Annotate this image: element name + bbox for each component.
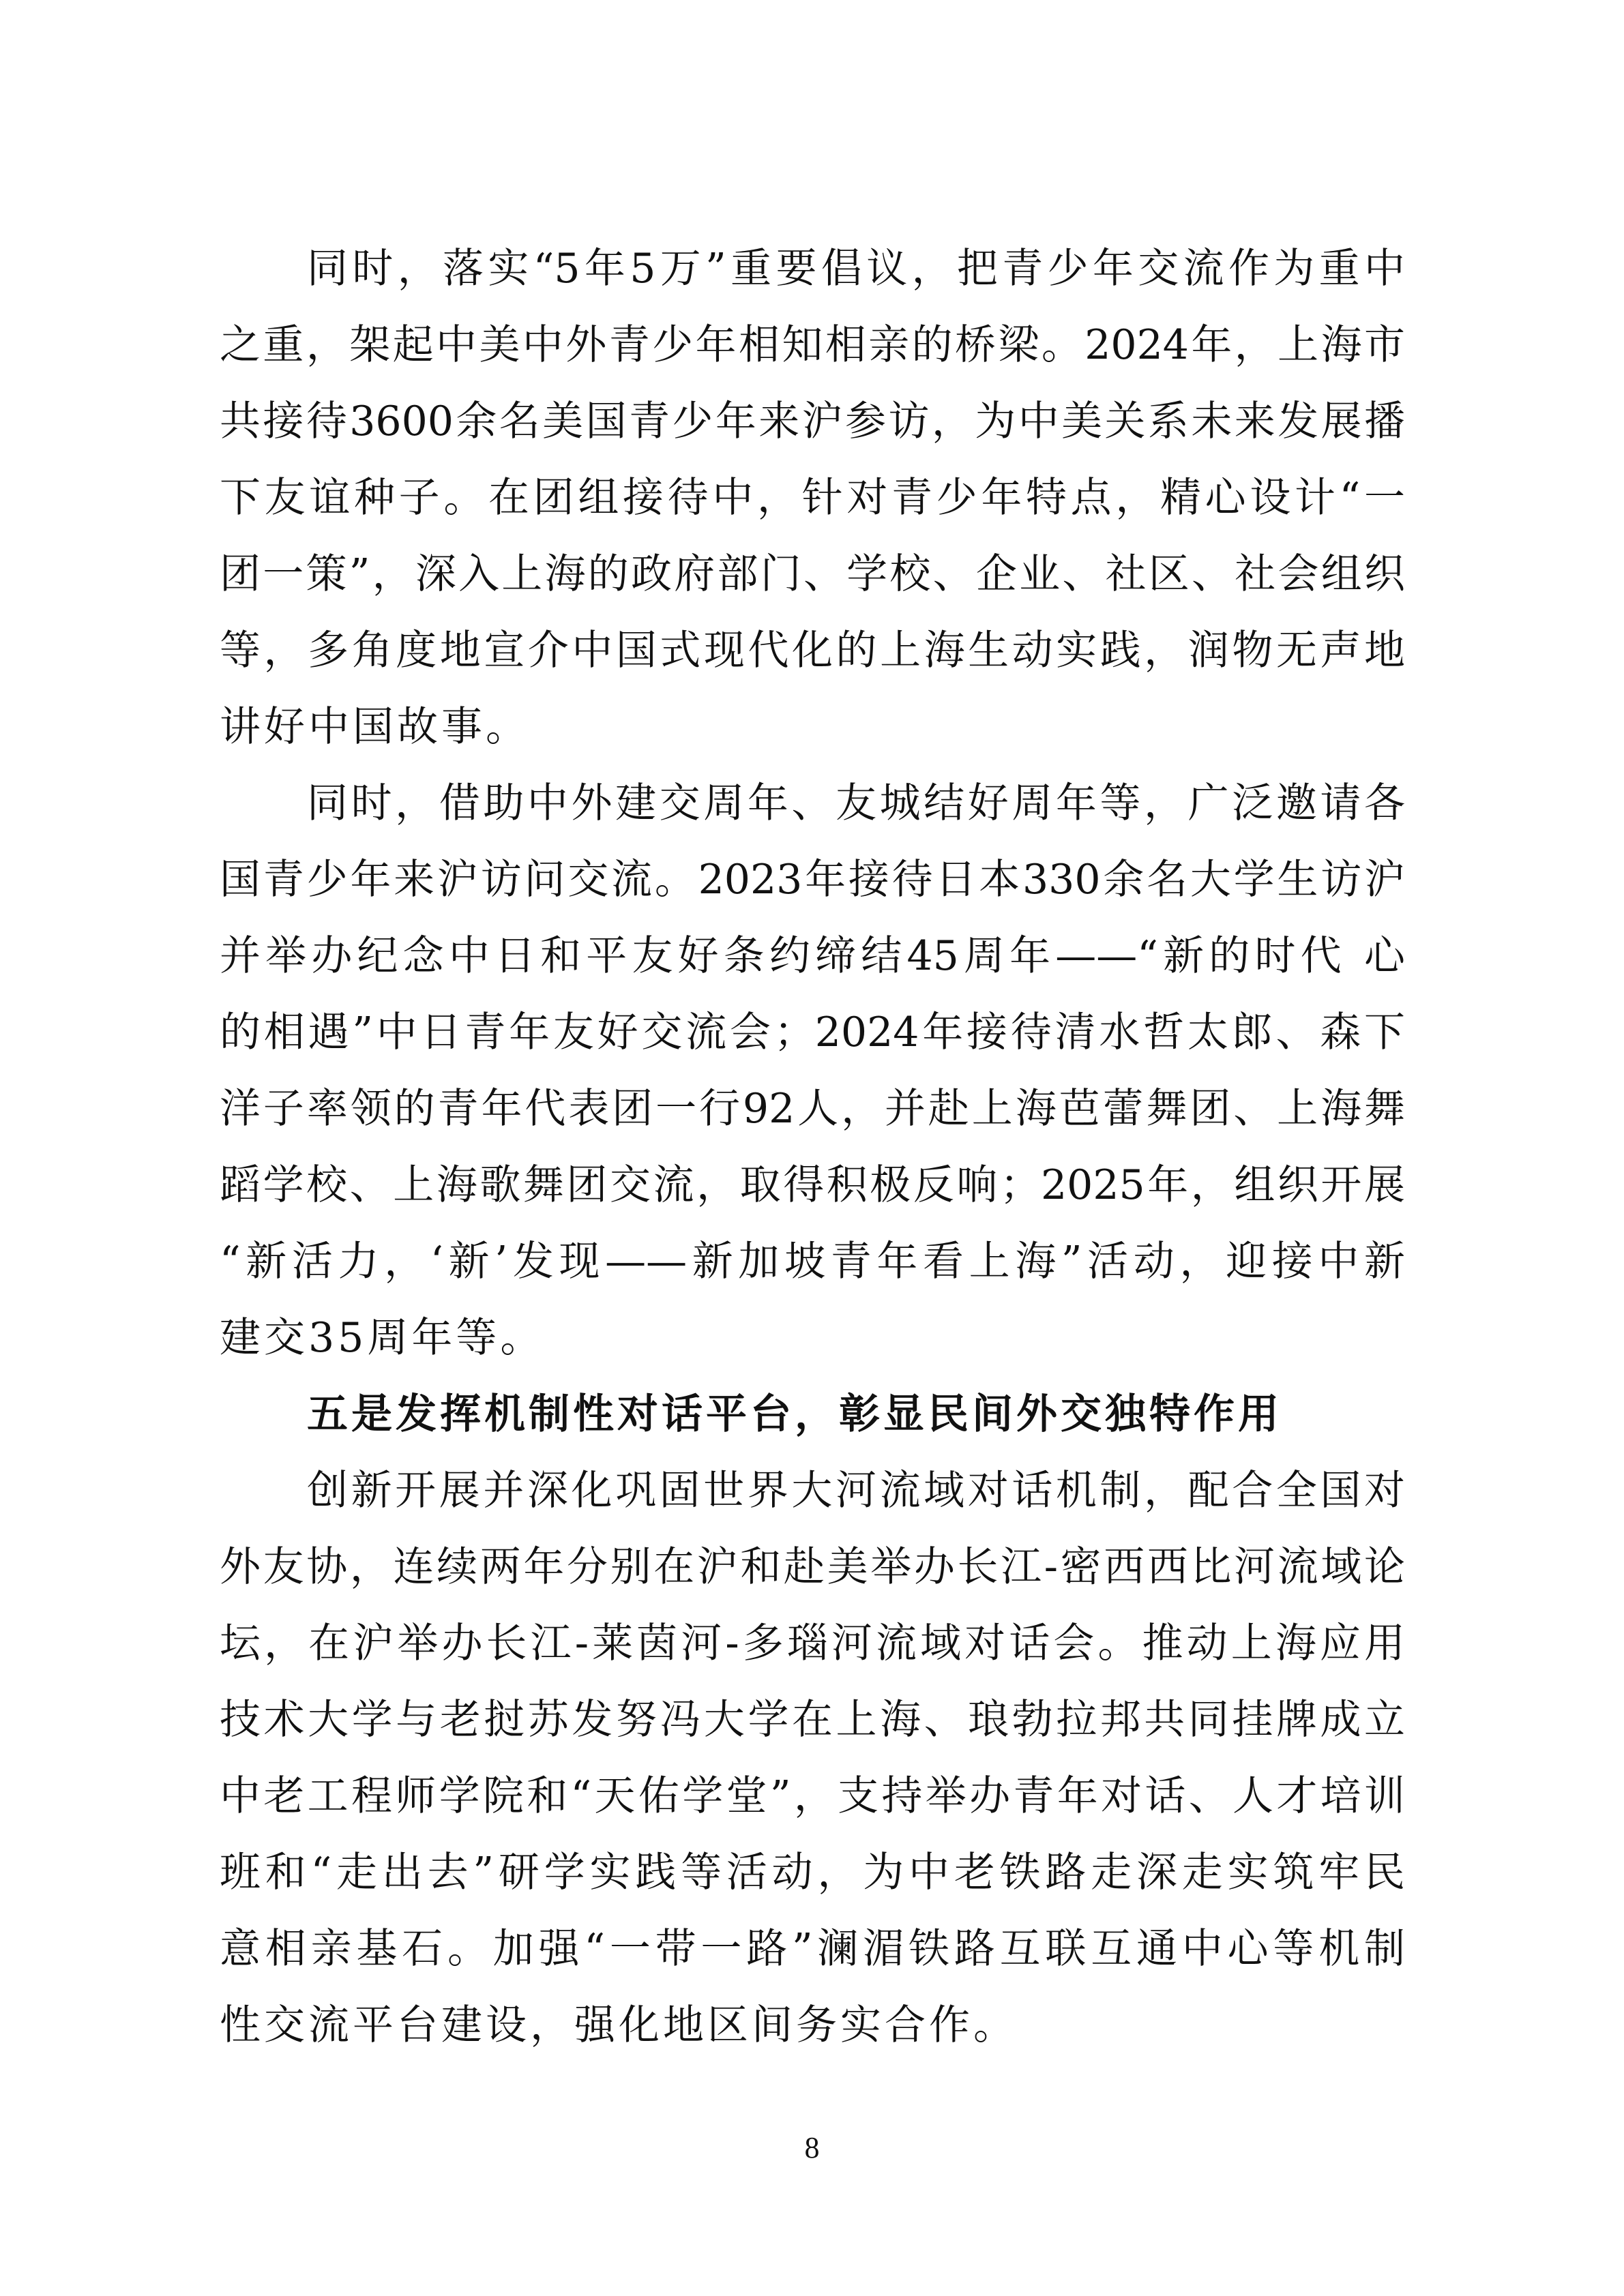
text-line: 下友谊种子。在团组接待中，针对青少年特点，精心设计“一 bbox=[220, 474, 1405, 522]
document-body bbox=[220, 230, 1405, 2063]
text-line: 共接待3600余名美国青少年来沪参访，为中美关系未来发展播 bbox=[220, 398, 1405, 445]
text-line: 的相遇”中日青年友好交流会；2024年接待清水哲太郎、森下 bbox=[220, 1009, 1405, 1056]
text-line: 并举办纪念中日和平友好条约缔结45周年——“新的时代 心 bbox=[220, 932, 1405, 980]
text-line: 等，多角度地宣介中国式现代化的上海生动实践，润物无声地 bbox=[220, 627, 1405, 674]
text-line: 外友协，连续两年分别在沪和赴美举办长江-密西西比河流域论 bbox=[220, 1543, 1405, 1591]
paragraph-dialogue-platform bbox=[220, 1452, 1405, 2063]
text-line: 同时，落实“5年5万”重要倡议，把青少年交流作为重中 bbox=[307, 245, 1405, 293]
text-line: 建交35周年等。 bbox=[220, 1314, 545, 1362]
text-line: 技术大学与老挝苏发努冯大学在上海、琅勃拉邦共同挂牌成立 bbox=[220, 1696, 1405, 1744]
text-line: 团一策”，深入上海的政府部门、学校、企业、社区、社会组织 bbox=[220, 550, 1405, 598]
text-line: 班和“走出去”研学实践等活动，为中老铁路走深走实筑牢民 bbox=[220, 1849, 1405, 1896]
text-line: 之重，架起中美中外青少年相知相亲的桥梁。2024年，上海市 bbox=[220, 321, 1405, 369]
text-line: 蹈学校、上海歌舞团交流，取得积极反响；2025年，组织开展 bbox=[220, 1161, 1405, 1209]
text-line: 坛，在沪举办长江-莱茵河-多瑙河流域对话会。推动上海应用 bbox=[220, 1620, 1405, 1667]
heading-text: 五是发挥机制性对话平台，彰显民间外交独特作用 bbox=[307, 1390, 1282, 1438]
text-line: 性交流平台建设，强化地区间务实合作。 bbox=[220, 2001, 1018, 2049]
text-line: 意相亲基石。加强“一带一路”澜湄铁路互联互通中心等机制 bbox=[220, 1925, 1405, 1973]
text-line: “新活力，‘新’发现——新加坡青年看上海”活动，迎接中新 bbox=[220, 1238, 1405, 1285]
paragraph-youth-exchange-international bbox=[220, 765, 1405, 1376]
text-line: 国青少年来沪访问交流。2023年接待日本330余名大学生访沪 bbox=[220, 856, 1405, 904]
text-line: 洋子率领的青年代表团一行92人，并赴上海芭蕾舞团、上海舞 bbox=[220, 1085, 1405, 1133]
text-line: 讲好中国故事。 bbox=[220, 703, 530, 751]
page-number: 8 bbox=[804, 2131, 820, 2164]
text-line: 中老工程师学院和“天佑学堂”，支持举办青年对话、人才培训 bbox=[220, 1772, 1405, 1820]
text-line: 创新开展并深化巩固世界大河流域对话机制，配合全国对 bbox=[307, 1467, 1405, 1515]
paragraph-youth-exchange-us bbox=[220, 230, 1405, 765]
section-heading bbox=[220, 1376, 1405, 1452]
text-line: 同时，借助中外建交周年、友城结好周年等，广泛邀请各 bbox=[307, 779, 1405, 827]
